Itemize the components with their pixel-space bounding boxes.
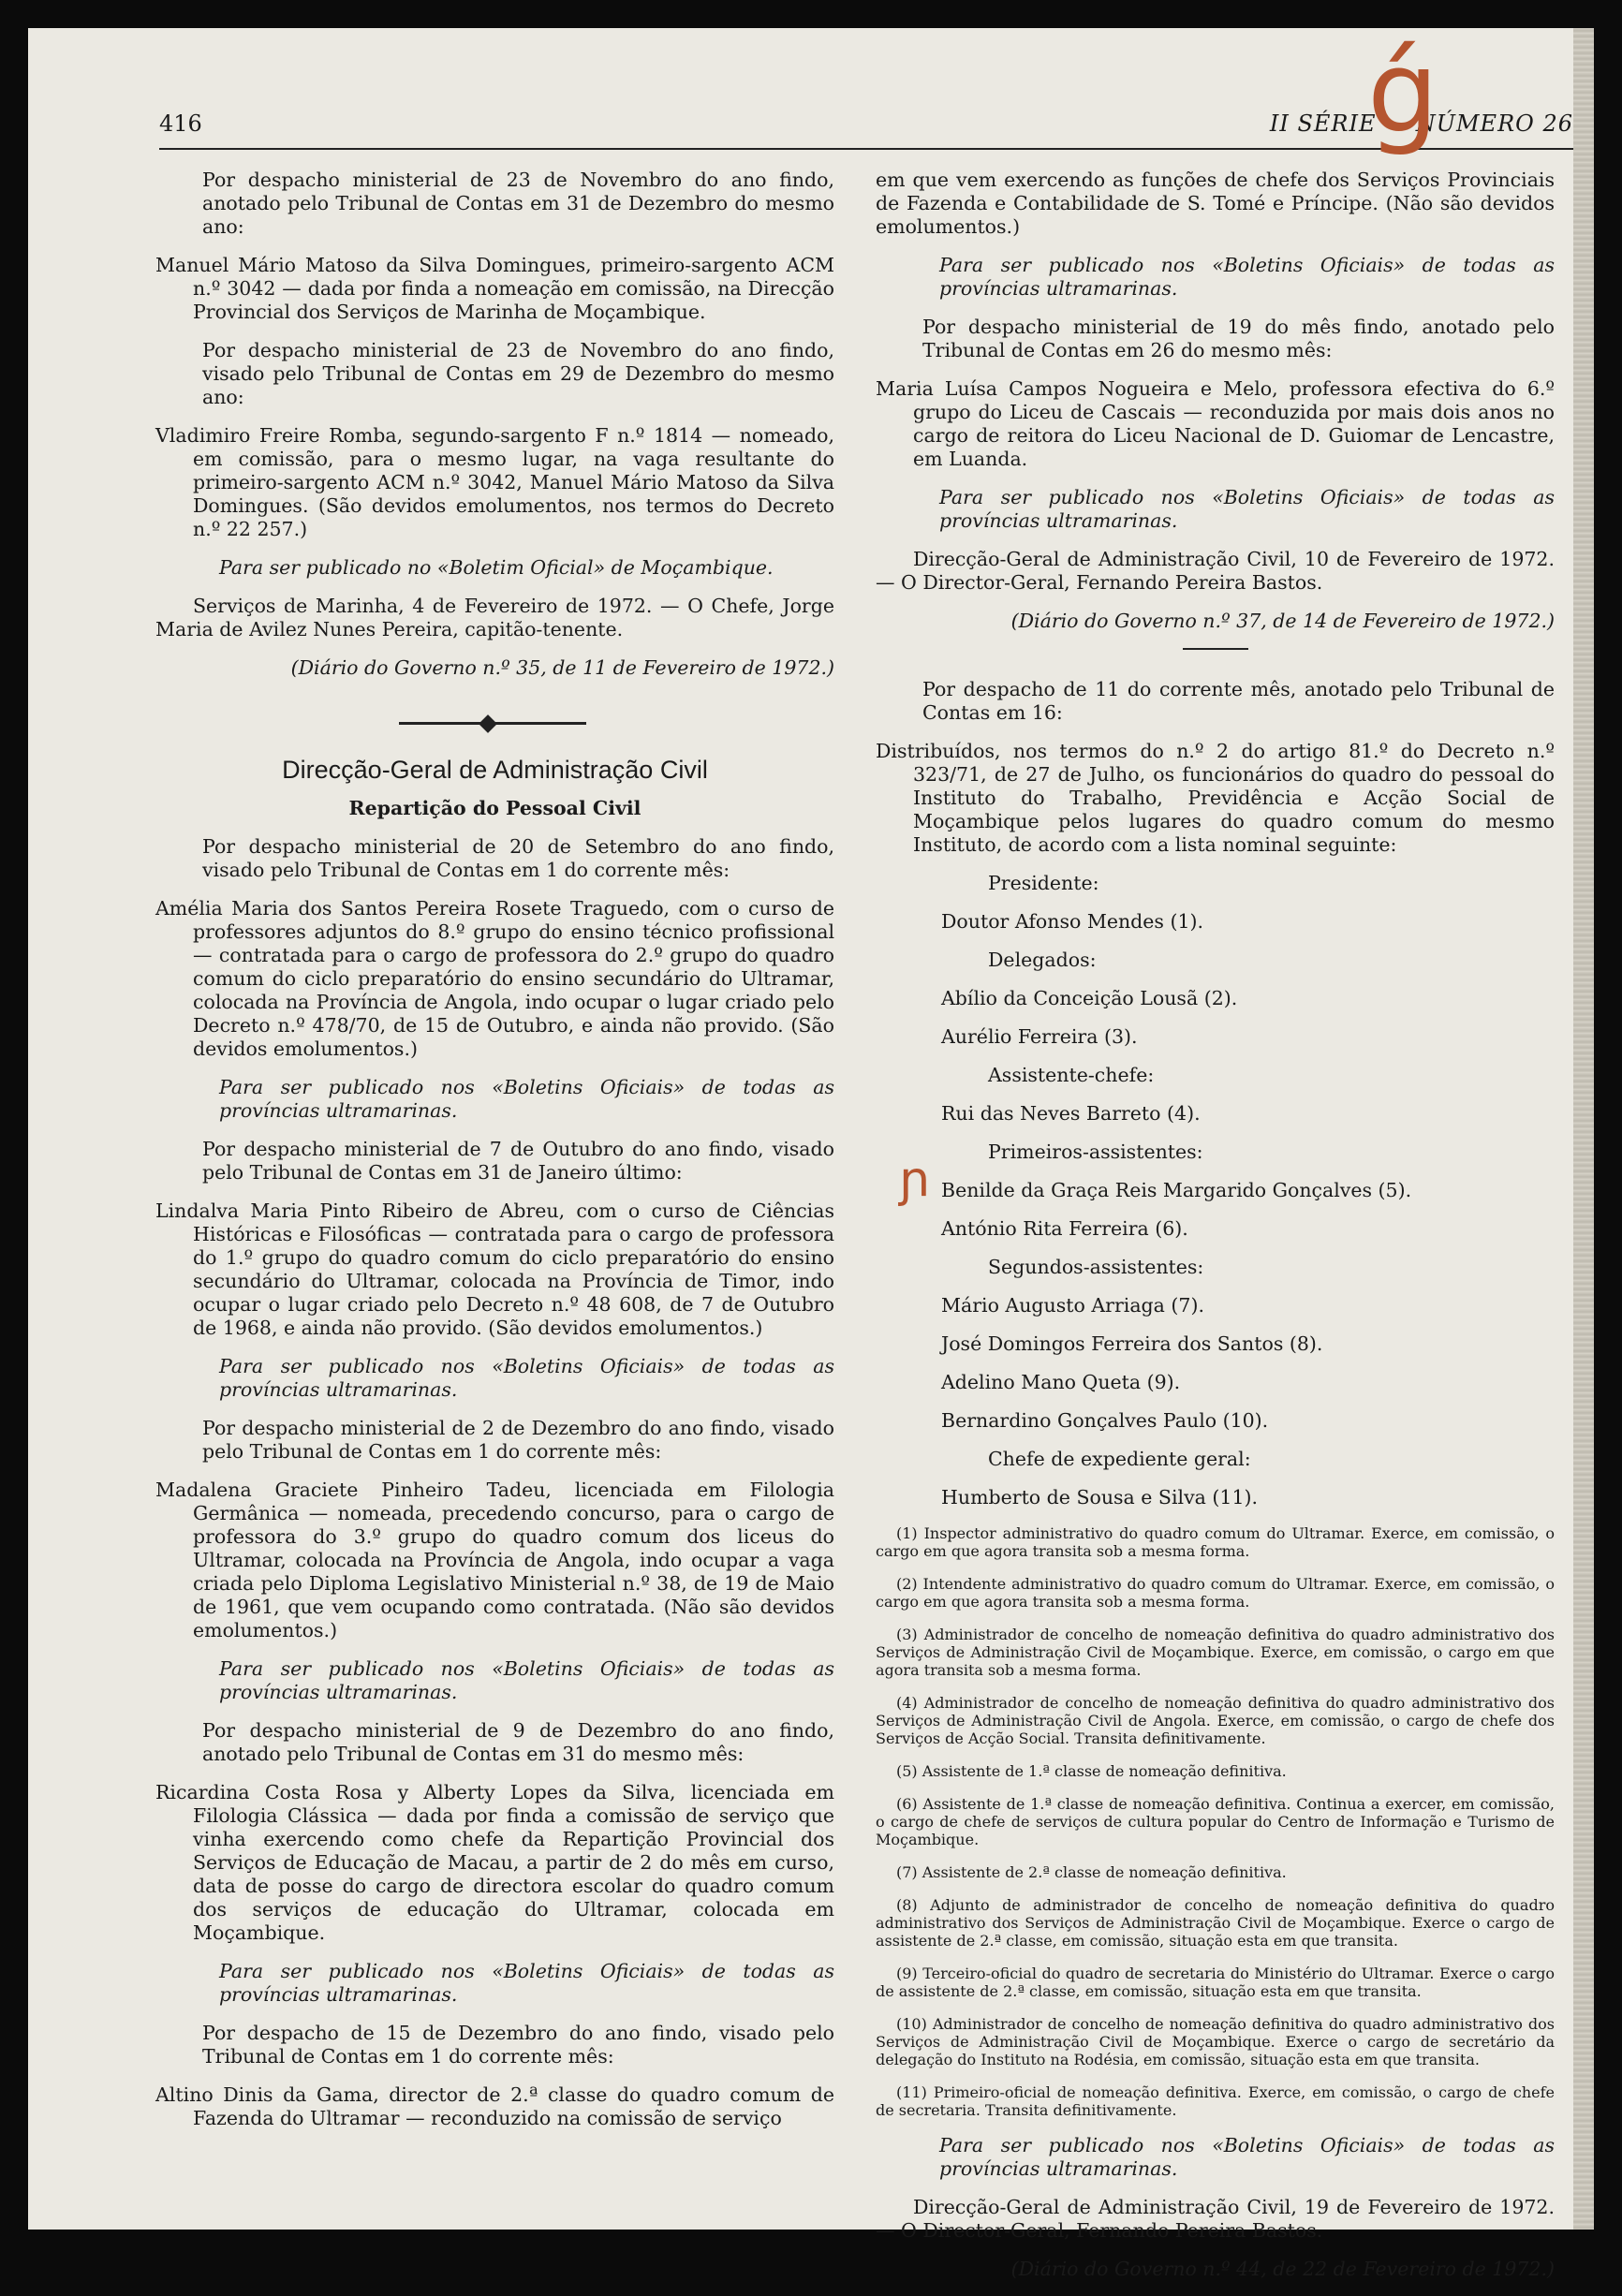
section-divider	[1183, 648, 1248, 650]
publication-note: Para ser publicado nos «Boletins Oficiais» de todas as províncias ultramarinas.	[939, 2134, 1555, 2180]
dispatch-heading: Por despacho ministerial de 2 de Dezembro do ano findo, visado pelo Tribunal de Contas em 1 do corrente mês:	[202, 1417, 834, 1463]
entry-text: Amélia Maria dos Santos Pereira Rosete Traguedo, com o curso de professores adjuntos do 8.º grupo do ensino técnico profissional — contratada para o cargo de professora do 2.º grupo do quadro comum do ciclo preparatório do ensino secundário do Ultramar, colocada na Província de Angola, indo ocupar o lugar criado pelo Decreto n.º 478/70, de 15 de Outubro, e ainda não provido. (São devidos emolumentos.)	[155, 897, 834, 1060]
staff-name: Bernardino Gonçalves Paulo (10).	[941, 1409, 1269, 1432]
dispatch-heading: Por despacho ministerial de 7 de Outubro do ano findo, visado pelo Tribunal de Contas em 31 de Janeiro último:	[202, 1138, 834, 1184]
footnote: (3) Administrador de concelho de nomeação definitiva do quadro administrativo dos Serviços de Administração Civil de Moçambique. Exerce, em comissão, o cargo em que agora transita sob a mesma forma.	[876, 1626, 1555, 1679]
publication-note: Para ser publicado nos «Boletins Oficiais» de todas as províncias ultramarinas.	[939, 254, 1555, 300]
group-names	[876, 1486, 1555, 1509]
footnote: (8) Adjunto de administrador de concelho de nomeação definitiva do quadro administrativo dos Serviços de Administração Civil de Moçambique. Exerce o cargo de assistente de 2.ª classe, em comissão, situação esta em que transita.	[876, 1896, 1555, 1950]
left-column	[155, 169, 834, 2145]
dispatch-heading: Por despacho de 11 do corrente mês, anotado pelo Tribunal de Contas em 16:	[922, 678, 1555, 724]
publication-note: Para ser publicado no «Boletim Oficial» de Moçambique.	[219, 556, 774, 579]
entry-text: Madalena Graciete Pinheiro Tadeu, licenciada em Filologia Germânica — nomeada, precedendo concurso, para o cargo de professora do 3.º grupo do quadro comum dos liceus do Ultramar, colocada na Província de Angola, indo ocupar a vaga criada pelo Diploma Legislativo Ministerial n.º 38, de 19 de Maio de 1961, que vem ocupando como contratada. (Não são devidos emolumentos.)	[155, 1479, 834, 1641]
entry-text: Distribuídos, nos termos do n.º 2 do artigo 81.º do Decreto n.º 323/71, de 27 de Julho, os funcionários do quadro do pessoal do Instituto do Trabalho, Previdência e Acção Social de Moçambique pelos lugares do quadro comum do mesmo Instituto, de acordo com a lista nominal seguinte:	[876, 740, 1555, 856]
dispatch-heading: Por despacho ministerial de 23 de Novembro do ano findo, visado pelo Tribunal de Contas em 29 de Dezembro do mesmo ano:	[202, 339, 834, 408]
footnote: (5) Assistente de 1.ª classe de nomeação definitiva.	[896, 1762, 1287, 1780]
section-subtitle: Repartição do Pessoal Civil	[348, 797, 641, 819]
staff-name: José Domingos Ferreira dos Santos (8).	[941, 1332, 1323, 1355]
footnote: (6) Assistente de 1.ª classe de nomeação definitiva. Continua a exercer, em comissão, o cargo de chefe de serviços de cultura popular do Centro de Informação e Turismo de Moçambique.	[876, 1795, 1555, 1848]
entry-continuation: em que vem exercendo as funções de chefe dos Serviços Provinciais de Fazenda e Contabilidade de S. Tomé e Príncipe. (Não são devidos emolumentos.)	[876, 169, 1555, 238]
dispatch-heading: Por despacho ministerial de 23 de Novembro do ano findo, anotado pelo Tribunal de Contas em 31 de Dezembro do mesmo ano:	[202, 169, 834, 238]
group-title: Delegados:	[988, 949, 1097, 971]
group-title: Primeiros-assistentes:	[988, 1141, 1203, 1163]
signature: Direcção-Geral de Administração Civil, 19 de Fevereiro de 1972. — O Director-Geral, Fernando Pereira Bastos.	[876, 2196, 1555, 2242]
publication-note: Para ser publicado nos «Boletins Oficiais» de todas as províncias ultramarinas.	[219, 1076, 834, 1122]
signature: Direcção-Geral de Administração Civil, 10 de Fevereiro de 1972. — O Director-Geral, Fernando Pereira Bastos.	[876, 548, 1555, 594]
page-header	[159, 110, 1573, 148]
series-title: II SÉRIE — NÚMERO 26	[1269, 110, 1573, 137]
footnote: (7) Assistente de 2.ª classe de nomeação definitiva.	[896, 1863, 1287, 1881]
group-names	[876, 987, 1555, 1049]
section-title: Direcção-Geral de Administração Civil	[282, 756, 708, 784]
ornament-divider	[155, 715, 834, 730]
entry-text: Altino Dinis da Gama, director de 2.ª classe do quadro comum de Fazenda do Ultramar — reconduzido na comissão de serviço	[155, 2083, 834, 2129]
publication-note: Para ser publicado nos «Boletins Oficiais» de todas as províncias ultramarinas.	[219, 1960, 834, 2006]
staff-list	[876, 872, 1555, 1509]
entry-text: Ricardina Costa Rosa y Alberty Lopes da Silva, licenciada em Filologia Clássica — dada por finda a comissão de serviço que vinha exercendo como chefe da Repartição Provincial dos Serviços de Educação de Macau, a partir de 2 do mês em curso, data de posse do cargo de directora escolar do quadro comum dos serviços de educação do Ultramar, colocada em Moçambique.	[155, 1781, 834, 1944]
dispatch-heading: Por despacho ministerial de 20 de Setembro do ano findo, visado pelo Tribunal de Contas em 1 do corrente mês:	[202, 835, 834, 881]
entry-text: Maria Luísa Campos Nogueira e Melo, professora efectiva do 6.º grupo do Liceu de Cascais — reconduzida por mais dois anos no cargo de reitora do Liceu Nacional de D. Guiomar de Lencastre, em Luanda.	[876, 377, 1555, 470]
group-title: Segundos-assistentes:	[988, 1256, 1204, 1278]
staff-name: Aurélio Ferreira (3).	[941, 1025, 1138, 1048]
staff-name: António Rita Ferreira (6).	[941, 1217, 1188, 1240]
signature: Serviços de Marinha, 4 de Fevereiro de 1972. — O Chefe, Jorge Maria de Avilez Nunes Pereira, capitão-tenente.	[155, 595, 834, 640]
group-title: Presidente:	[988, 872, 1099, 894]
footnote: (11) Primeiro-oficial de nomeação definitiva. Exerce, em comissão, o cargo de chefe de secretaria. Transita definitivamente.	[876, 2083, 1555, 2119]
dispatch-heading: Por despacho ministerial de 9 de Dezembro do ano findo, anotado pelo Tribunal de Contas em 31 do mesmo mês:	[202, 1719, 834, 1765]
dispatch-heading: Por despacho de 15 de Dezembro do ano findo, visado pelo Tribunal de Contas em 1 do corrente mês:	[202, 2022, 834, 2068]
staff-name: Adelino Mano Queta (9).	[941, 1371, 1181, 1393]
diario-reference: (Diário do Governo n.º 37, de 14 de Fevereiro de 1972.)	[1010, 610, 1555, 632]
staff-name: Benilde da Graça Reis Margarido Gonçalves (5).	[941, 1179, 1412, 1201]
page-edge	[1573, 28, 1594, 2230]
footnote: (9) Terceiro-oficial do quadro de secretaria do Ministério do Ultramar. Exerce o cargo de assistente de 2.ª classe, em comissão, situação esta em que transita.	[876, 1965, 1555, 2000]
staff-name: Humberto de Sousa e Silva (11).	[941, 1486, 1259, 1509]
document-page	[28, 28, 1594, 2280]
staff-name: Doutor Afonso Mendes (1).	[941, 910, 1204, 933]
footnote: (2) Intendente administrativo do quadro comum do Ultramar. Exerce, em comissão, o cargo em que agora transita sob a mesma forma.	[876, 1575, 1555, 1611]
group-title: Chefe de expediente geral:	[988, 1448, 1251, 1470]
staff-name: Mário Augusto Arriaga (7).	[941, 1294, 1204, 1317]
group-names	[876, 1102, 1555, 1126]
footnotes	[876, 1524, 1555, 2119]
publication-note: Para ser publicado nos «Boletins Oficiais» de todas as províncias ultramarinas.	[219, 1657, 834, 1703]
footnote: (10) Administrador de concelho de nomeação definitiva do quadro administrativo dos Serviços de Administração Civil de Moçambique. Exerce o cargo de secretário da delegação do Instituto na Rodésia, em comissão, situação esta em que transita.	[876, 2015, 1555, 2068]
handwritten-mark: ǵ	[1367, 28, 1439, 158]
group-title: Assistente-chefe:	[988, 1064, 1155, 1086]
footnote: (1) Inspector administrativo do quadro comum do Ultramar. Exerce, em comissão, o cargo em que agora transita sob a mesma forma.	[876, 1524, 1555, 1560]
footnote: (4) Administrador de concelho de nomeação definitiva do quadro administrativo dos Serviços de Administração Civil de Angola. Exerce, em comissão, o cargo de chefe dos Serviços de Acção Social. Transita definitivamente.	[876, 1694, 1555, 1747]
publication-note: Para ser publicado nos «Boletins Oficiais» de todas as províncias ultramarinas.	[939, 486, 1555, 532]
handwritten-tick: ɲ	[899, 1152, 931, 1208]
diario-reference: (Diário do Governo n.º 35, de 11 de Fevereiro de 1972.)	[290, 656, 834, 679]
entry-text: Vladimiro Freire Romba, segundo-sargento F n.º 1814 — nomeado, em comissão, para o mesmo lugar, na vaga resultante do primeiro-sargento ACM n.º 3042, Manuel Mário Matoso da Silva Domingues. (São devidos emolumentos, nos termos do Decreto n.º 22 257.)	[155, 424, 834, 540]
page-number: 416	[159, 110, 202, 137]
group-names	[876, 910, 1555, 934]
header-rule	[159, 148, 1573, 150]
staff-name: Abílio da Conceição Lousã (2).	[941, 987, 1238, 1009]
group-names	[876, 1294, 1555, 1433]
staff-name: Rui das Neves Barreto (4).	[941, 1102, 1201, 1125]
entry-text: Manuel Mário Matoso da Silva Domingues, primeiro-sargento ACM n.º 3042 — dada por finda a nomeação em comissão, na Direcção Provincial dos Serviços de Marinha de Moçambique.	[155, 254, 834, 323]
right-column	[876, 169, 1555, 2296]
publication-note: Para ser publicado nos «Boletins Oficiais» de todas as províncias ultramarinas.	[219, 1355, 834, 1401]
dispatch-heading: Por despacho ministerial de 19 do mês findo, anotado pelo Tribunal de Contas em 26 do mesmo mês:	[922, 316, 1555, 361]
entry-text: Lindalva Maria Pinto Ribeiro de Abreu, com o curso de Ciências Históricas e Filosóficas — contratada para o cargo de professora do 1.º grupo do quadro comum do ciclo preparatório do ensino secundário do Ultramar, colocada na Província de Timor, indo ocupar o lugar criado pelo Decreto n.º 48 608, de 7 de Outubro de 1968, e ainda não provido. (São devidos emolumentos.)	[155, 1200, 834, 1339]
diario-reference: (Diário do Governo n.º 44, de 22 de Fevereiro de 1972.)	[1010, 2258, 1555, 2280]
group-names	[876, 1179, 1555, 1241]
